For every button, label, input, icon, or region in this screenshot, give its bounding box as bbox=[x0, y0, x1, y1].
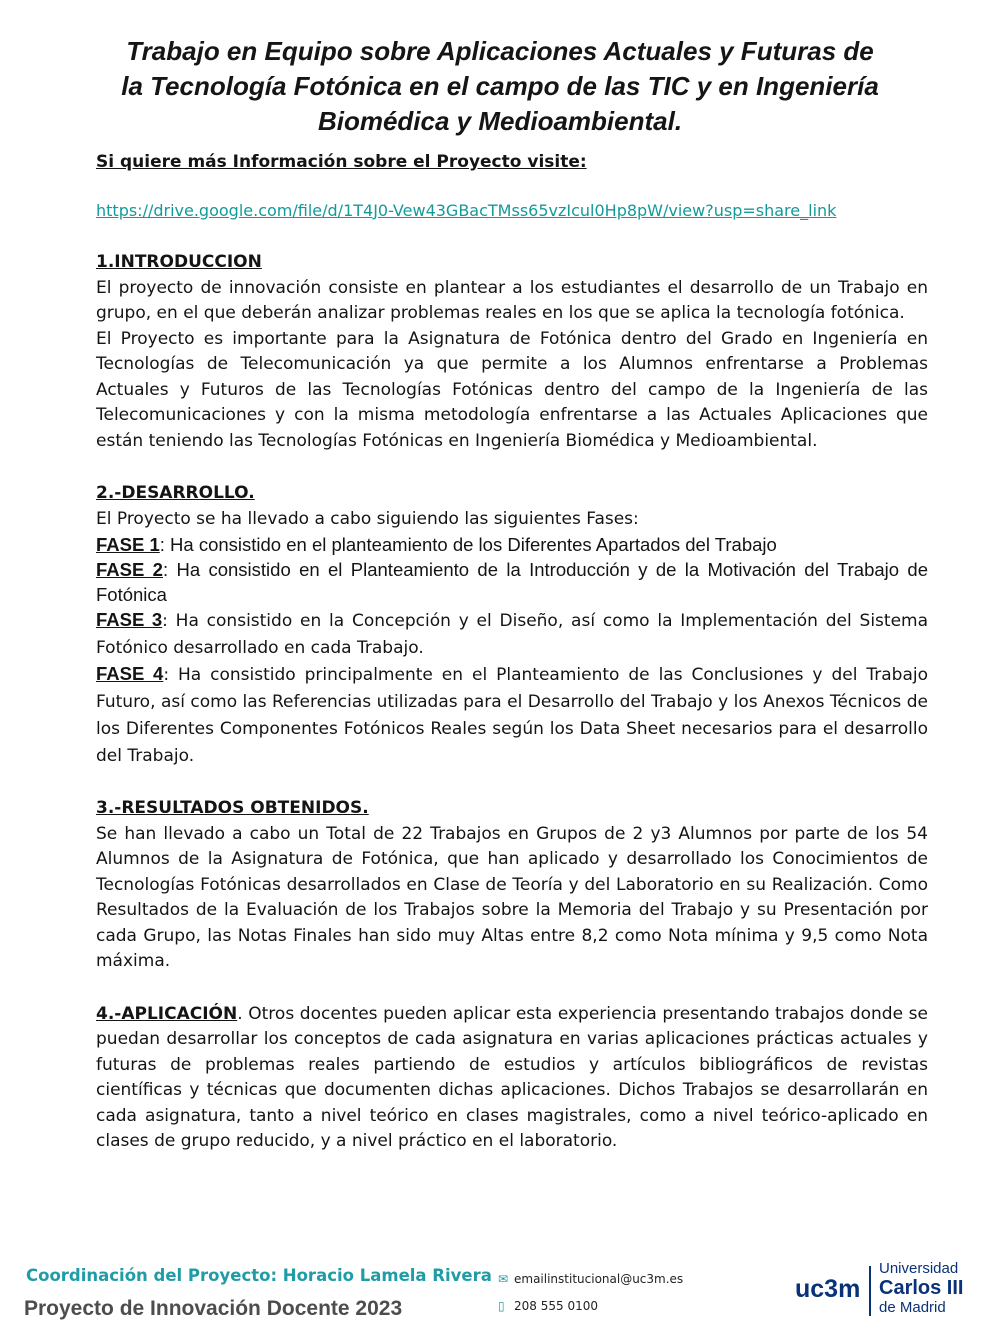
section-resultados bbox=[96, 796, 928, 975]
project-link[interactable]: https://drive.google.com/file/d/1T4J0-Vew43GBacTMss65vzIcul0Hp8pW/view?usp=share_link bbox=[96, 200, 837, 220]
university-logo bbox=[795, 1258, 985, 1320]
footer-left bbox=[26, 1266, 492, 1321]
phase-text: : Ha consistido en la Concepción y el Diseño, así como la Implementación del Sistema Fotónico desarrollado en cada Trabajo. bbox=[96, 611, 929, 658]
section-aplicacion bbox=[96, 1002, 928, 1155]
phase-item bbox=[96, 607, 928, 661]
logo-university-name bbox=[879, 1260, 963, 1316]
email-row bbox=[498, 1270, 683, 1287]
envelope-icon: ✉ bbox=[498, 1271, 509, 1286]
logo-line-1: Universidad bbox=[879, 1260, 959, 1277]
intro-paragraph-1: El proyecto de innovación consiste en plantear a los estudiantes el desarrollo de un Trabajo en grupo, en el que deberán analizar problemas reales en los que se aplica la tecnología fotónica. bbox=[96, 277, 928, 323]
contact-info bbox=[498, 1270, 683, 1314]
aplicacion-paragraph: . Otros docentes pueden aplicar esta experiencia presentando trabajos donde se puedan desarrollar los conceptos de cada asignatura en varias aplicaciones prácticas actuales y futuras de problemas reales partiendo de estudios y artículos bibliográficos de revistas científicas y técnicas que documenten dichas aplicaciones. Dichos Trabajos se desarrollarán en cada asignatura, tanto a nivel teórico en clases magistrales, como a nivel teórico-aplicado en clases de grupo reducido, y a nivel práctico en el laboratorio. bbox=[96, 1003, 928, 1151]
logo-divider bbox=[869, 1266, 871, 1316]
logo-line-2: Carlos III bbox=[879, 1277, 964, 1299]
desarrollo-intro: El Proyecto se ha llevado a cabo siguiendo las siguientes Fases: bbox=[96, 508, 639, 529]
phase-label: FASE 2 bbox=[96, 559, 163, 580]
logo-line-3: de Madrid bbox=[879, 1299, 946, 1316]
phone-icon: ▯ bbox=[498, 1298, 505, 1313]
document-title bbox=[40, 34, 960, 139]
section-heading-resultados: 3.-RESULTADOS OBTENIDOS. bbox=[96, 798, 369, 818]
coordination-label: Coordinación del Proyecto: Horacio Lamela Rivera bbox=[26, 1266, 492, 1285]
phase-item bbox=[96, 557, 928, 607]
title-line-2: la Tecnología Fotónica en el campo de las TIC y en Ingeniería bbox=[121, 71, 879, 101]
logo-abbr: uc3m bbox=[795, 1275, 861, 1303]
phase-label: FASE 1 bbox=[96, 534, 160, 555]
phase-item bbox=[96, 661, 928, 769]
section-introduccion bbox=[96, 250, 928, 454]
phase-text: : Ha consistido en el planteamiento de los Diferentes Apartados del Trabajo bbox=[159, 534, 777, 555]
phone-text[interactable]: 208 555 0100 bbox=[514, 1298, 598, 1313]
title-line-3: Biomédica y Medioambiental. bbox=[317, 106, 683, 136]
intro-paragraph-2: El Proyecto es importante para la Asignatura de Fotónica dentro del Grado en Ingeniería en Tecnologías de Telecomunicación ya que permite a los Alumnos enfrentarse a Problemas Actuales y Futuros de las Tecnologías Fotónicas dentro del campo de la Ingeniería de las Telecomunicaciones y con la misma metodología enfrentarse a las Actuales Aplicaciones que están teniendo las Tecnologías Fotónicas en Ingeniería Biomédica y Medioambiental. bbox=[96, 328, 928, 451]
phase-label: FASE 3 bbox=[96, 609, 163, 630]
document-body bbox=[96, 150, 928, 1155]
phase-label: FASE 4 bbox=[96, 663, 164, 684]
phase-text: : Ha consistido principalmente en el Planteamiento de las Conclusiones y del Trabajo Futuro, así como las Referencias utilizadas para el Desarrollo del Trabajo y los Anexos Técnicos de los Diferentes Componentes Fotónicos Reales según los Data Sheet necesarios para el desarrollo del Trabajo. bbox=[96, 665, 929, 766]
phase-item bbox=[96, 532, 928, 557]
title-line-1: Trabajo en Equipo sobre Aplicaciones Actuales y Futuras de bbox=[126, 36, 874, 66]
section-desarrollo bbox=[96, 481, 928, 769]
section-heading-desarrollo: 2.-DESARROLLO. bbox=[96, 483, 255, 503]
section-heading-aplicacion: 4.-APLICACIÓN bbox=[96, 1003, 238, 1024]
project-label: Proyecto de Innovación Docente 2023 bbox=[24, 1297, 403, 1320]
phone-row bbox=[498, 1297, 683, 1314]
section-heading-introduccion: 1.INTRODUCCION bbox=[96, 252, 262, 272]
resultados-paragraph: Se han llevado a cabo un Total de 22 Trabajos en Grupos de 2 y3 Alumnos por parte de los 54 Alumnos de la Asignatura de Fotónica, que han aplicado y desarrollado los Conocimientos de Tecnologías Fotónicas desarrollados en Clase de Teoría y del Laboratorio en su Realización. Como Resultados de la Evaluación de los Trabajos sobre la Memoria del Trabajo y su Presentación por cada Grupo, las Notas Finales han sido muy Altas entre 8,2 como Nota mínima y 9,5 como Nota máxima. bbox=[96, 823, 928, 971]
phase-text: : Ha consistido en el Planteamiento de la Introducción y de la Motivación del Trabajo de Fotónica bbox=[96, 559, 928, 605]
email-text[interactable]: emailinstitucional@uc3m.es bbox=[514, 1271, 684, 1286]
more-info-label: Si quiere más Información sobre el Proyecto visite: bbox=[96, 152, 587, 172]
